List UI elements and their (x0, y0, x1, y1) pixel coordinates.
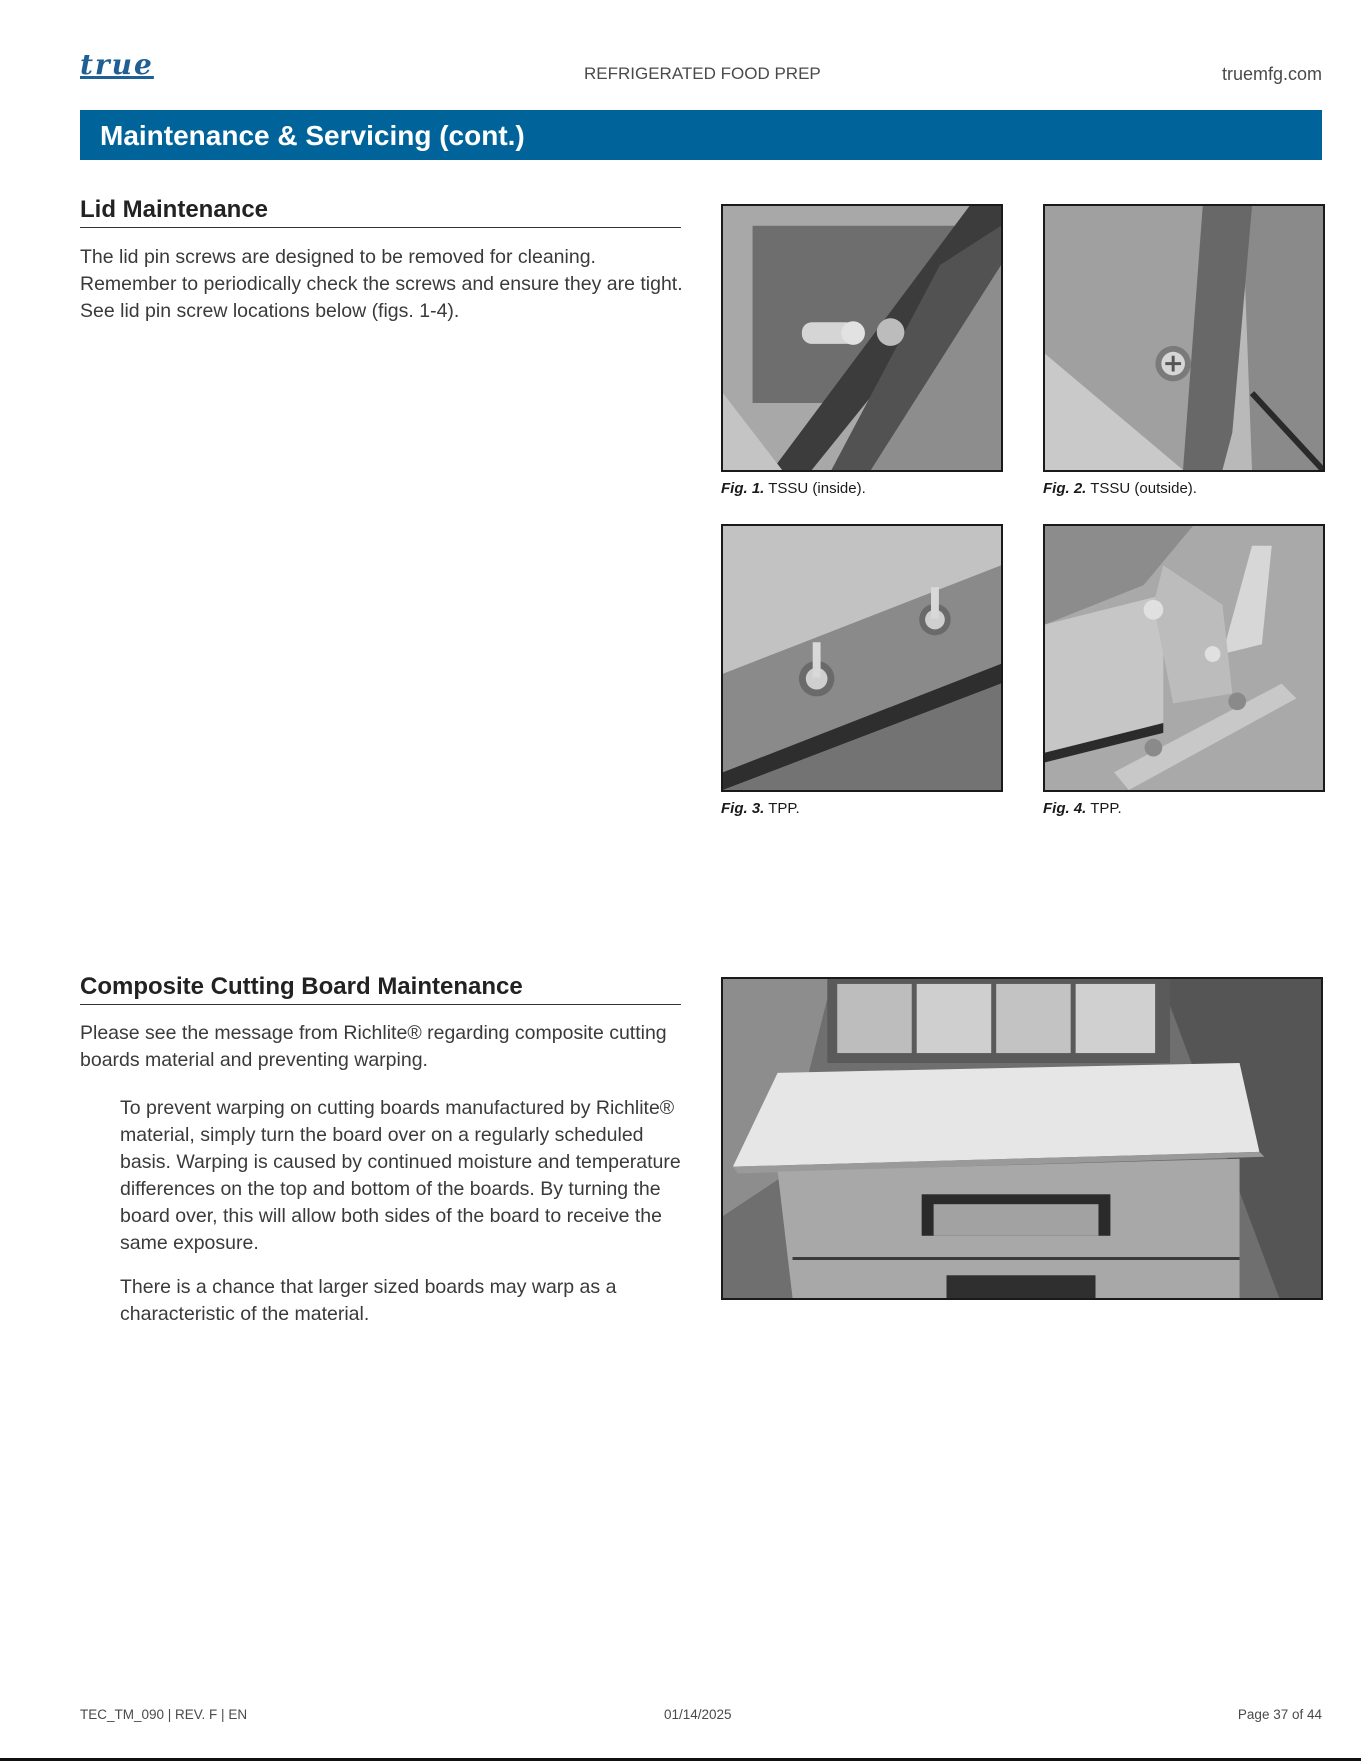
figure-3-label: Fig. 3. (721, 800, 765, 817)
lid-maintenance-heading: Lid Maintenance (80, 196, 681, 228)
figure-4-photo (1043, 524, 1325, 792)
figure-2-label: Fig. 2. (1043, 480, 1087, 497)
true-logo (80, 48, 210, 84)
figure-3-caption (721, 800, 800, 817)
cutting-board-heading: Composite Cutting Board Maintenance (80, 973, 681, 1005)
richlite-quote-1: To prevent warping on cutting boards manufactured by Richlite® material, simply turn the board over on a regularly scheduled basis. Warping is caused by continued moisture and temperature differences on the top and bottom of the boards. By turning the board over, this will allow both sides of the board to receive the same exposure. (120, 1097, 681, 1254)
page-header (80, 48, 1322, 90)
logo-text: true (80, 48, 154, 81)
figure-1-caption (721, 480, 866, 497)
figure-2-photo (1043, 204, 1325, 472)
section-title-bar (80, 110, 1322, 160)
figure-4-caption (1043, 800, 1122, 817)
footer-doc-id: TEC_TM_090 | REV. F | EN (80, 1707, 248, 1722)
figure-3-text: TPP. (768, 800, 800, 817)
figure-1-label: Fig. 1. (721, 480, 765, 497)
website-link[interactable]: truemfg.com (1221, 64, 1322, 84)
footer-date: 01/14/2025 (664, 1707, 732, 1722)
document-title: REFRIGERATED FOOD PREP (584, 64, 821, 83)
figure-4-label: Fig. 4. (1043, 800, 1087, 817)
figure-4-text: TPP. (1090, 800, 1122, 817)
richlite-quote-2: There is a chance that larger sized boards may warp as a characteristic of the material. (120, 1276, 617, 1325)
lid-maintenance-text: The lid pin screws are designed to be removed for cleaning. Remember to periodically check the screws and ensure they are tight. See lid pin screw locations below (figs. 1-4). (80, 246, 683, 322)
figure-1-text: TSSU (inside). (768, 480, 866, 497)
footer-page-number: Page 37 of 44 (1237, 1707, 1322, 1722)
figure-3-photo (721, 524, 1003, 792)
cutting-board-photo (721, 977, 1323, 1300)
figure-2-caption (1043, 480, 1197, 497)
section-title: Maintenance & Servicing (cont.) (100, 120, 525, 151)
cutting-board-intro: Please see the message from Richlite® regarding composite cutting boards material and preventing warping. (80, 1022, 667, 1071)
figure-1-photo (721, 204, 1003, 472)
figure-2-text: TSSU (outside). (1090, 480, 1197, 497)
